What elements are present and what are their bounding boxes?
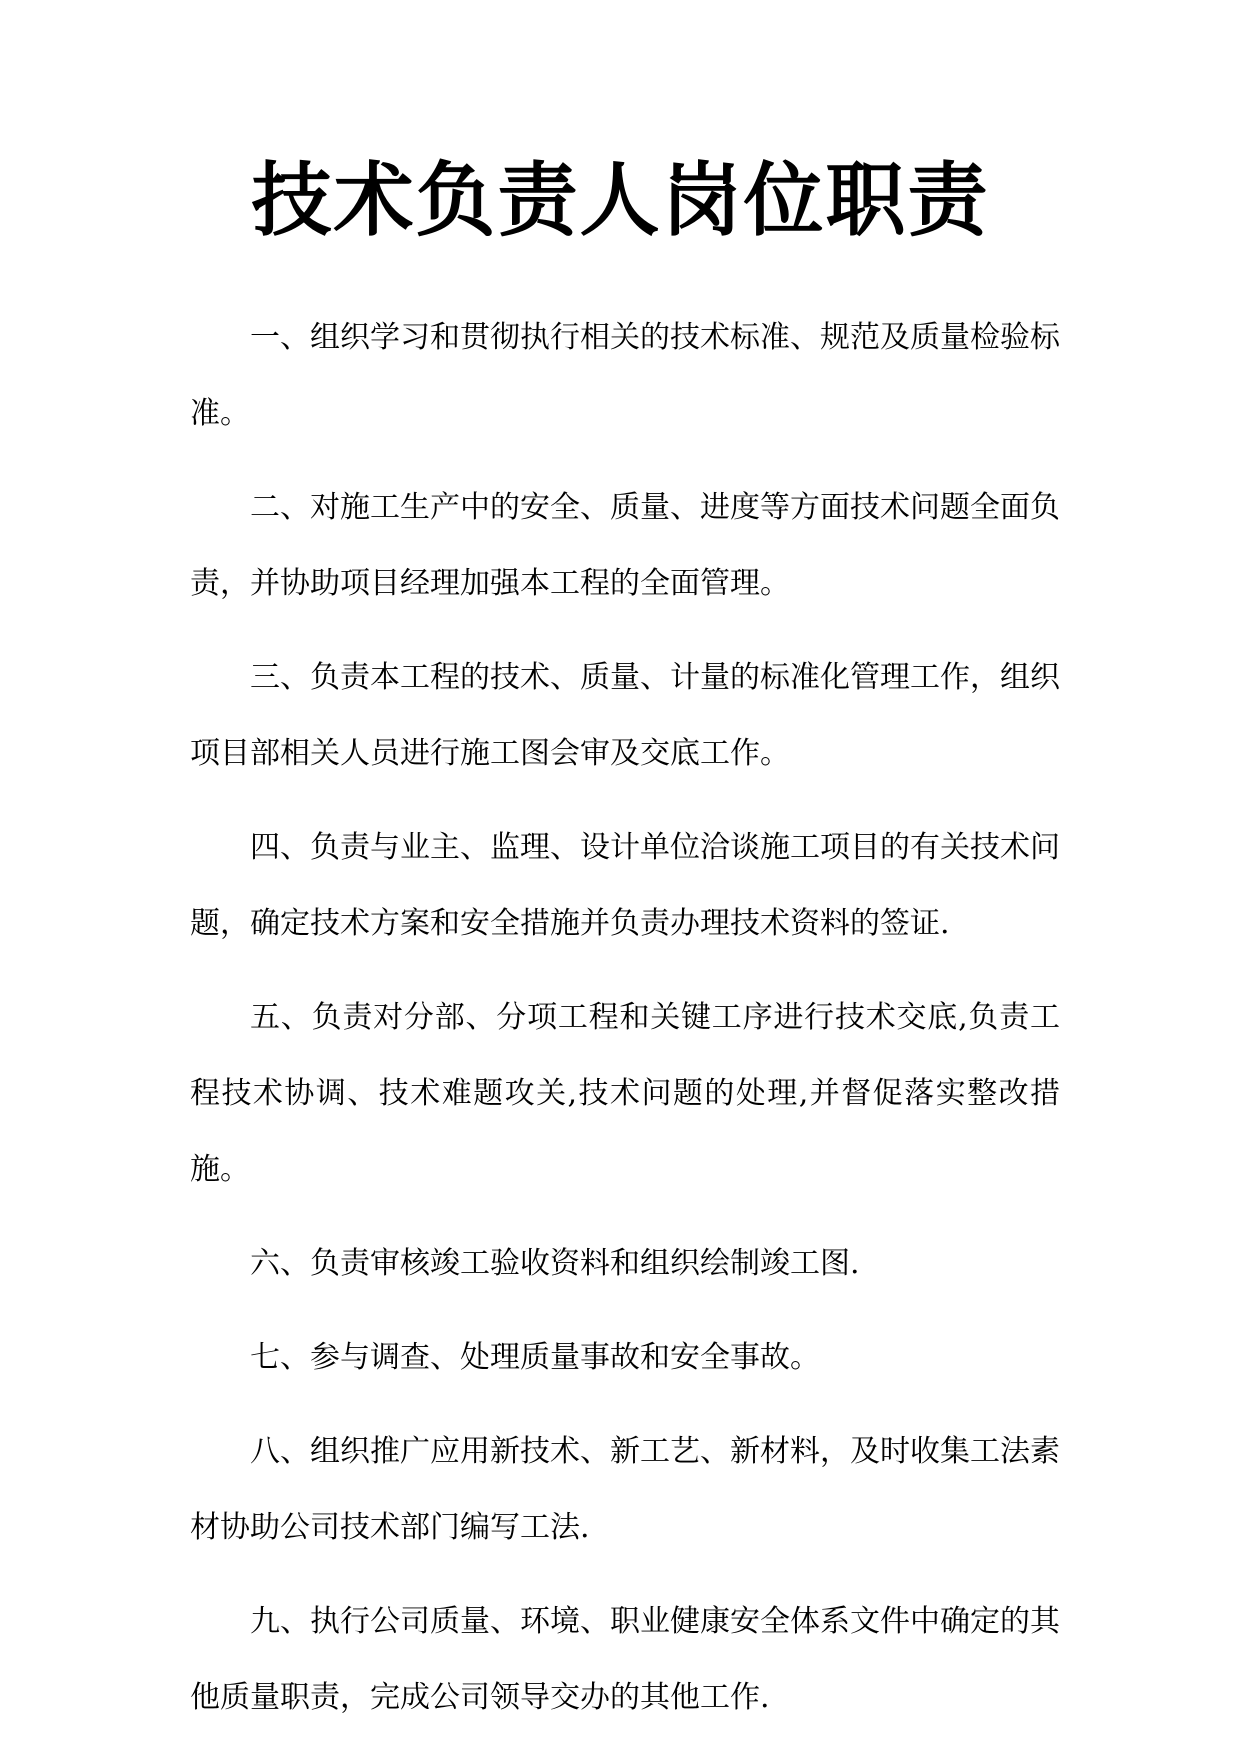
duty-item-5: 五、负责对分部、分项工程和关键工序进行技术交底,负责工程技术协调、技术难题攻关,技术问题的处理,并督促落实整改措施。 (190, 1000, 1060, 1187)
duty-item-1: 一、组织学习和贯彻执行相关的技术标准、规范及质量检验标准。 (190, 320, 1060, 431)
duty-item-8: 八、组织推广应用新技术、新工艺、新材料，及时收集工法素材协助公司技术部门编写工法. (190, 1434, 1060, 1545)
duty-item-7: 七、参与调查、处理质量事故和安全事故。 (250, 1340, 820, 1375)
duty-item-6: 六、负责审核竣工验收资料和组织绘制竣工图. (250, 1246, 860, 1281)
duty-item-3: 三、负责本工程的技术、质量、计量的标准化管理工作，组织项目部相关人员进行施工图会审及交底工作。 (190, 660, 1060, 771)
duty-item-9: 九、执行公司质量、环境、职业健康安全体系文件中确定的其他质量职责，完成公司领导交办的其他工作. (190, 1604, 1060, 1715)
duty-item-2: 二、对施工生产中的安全、质量、进度等方面技术问题全面负责，并协助项目经理加强本工程的全面管理。 (190, 490, 1060, 601)
document-body (190, 300, 1060, 1754)
duty-item-4: 四、负责与业主、监理、设计单位洽谈施工项目的有关技术问题，确定技术方案和安全措施并负责办理技术资料的签证. (190, 830, 1060, 941)
document-title: 技术负责人岗位职责 (251, 153, 990, 247)
